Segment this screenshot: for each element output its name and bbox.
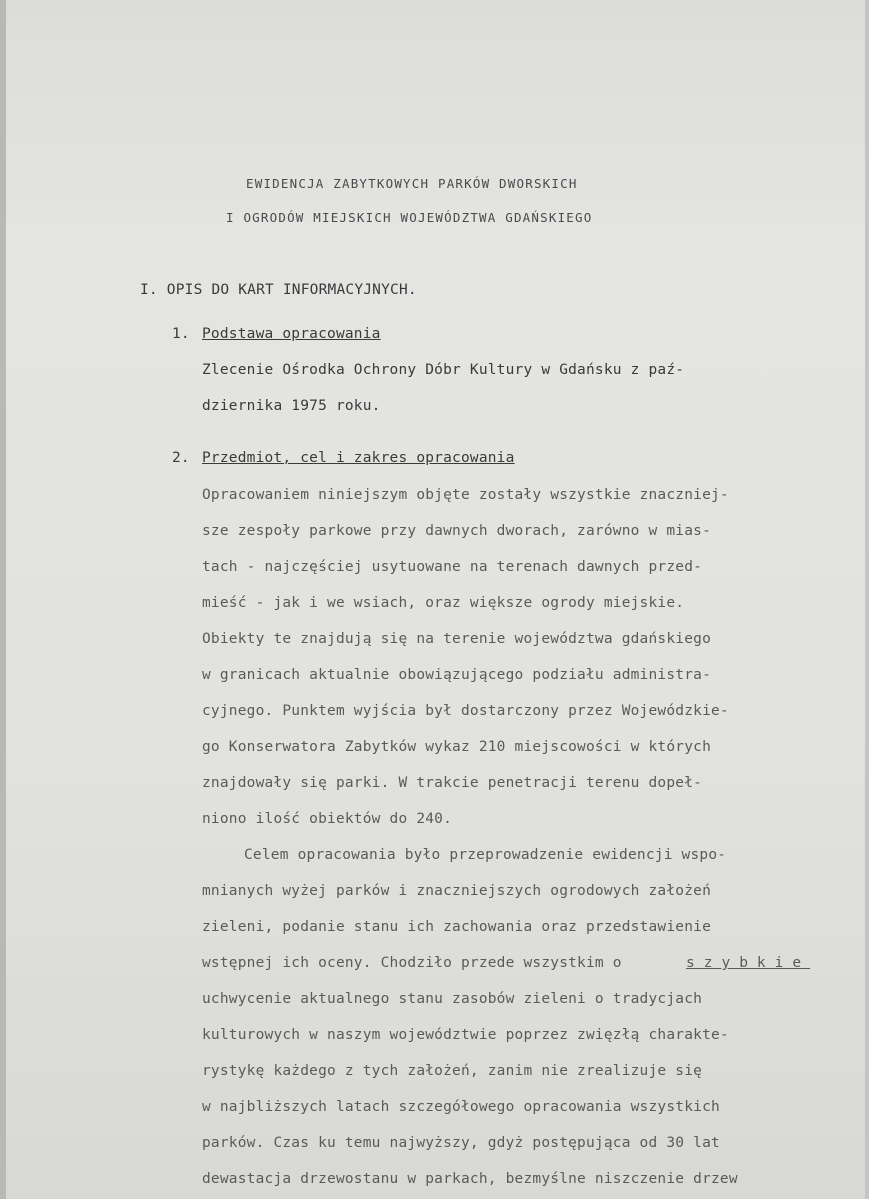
para-2-line-1: Celem opracowania było przeprowadzenie ewidencji wspo- <box>244 847 727 863</box>
item-2-line-7: cyjnego. Punktem wyjścia był dostarczony przez Wojewódzkie- <box>202 703 729 719</box>
item-2-line-1: Opracowaniem niniejszym objęte zostały wszystkie znaczniej- <box>202 487 729 503</box>
item-1-heading: Podstawa opracowania <box>202 326 381 342</box>
para-2-line-10: dewastacja drzewostanu w parkach, bezmyślne niszczenie drzew <box>202 1171 738 1187</box>
para-2-line-5: uchwycenie aktualnego stanu zasobów zieleni o tradycjach <box>202 991 703 1007</box>
para-2-line-6: kulturowych w naszym województwie poprzez zwięzłą charakte- <box>202 1027 729 1043</box>
para-2-line-3: zieleni, podanie stanu ich zachowania oraz przedstawienie <box>202 919 711 935</box>
item-2-line-2: sze zespoły parkowe przy dawnych dworach, zarówno w mias- <box>202 523 711 539</box>
document-title-line-2: I OGRODÓW MIEJSKICH WOJEWÓDZTWA GDAŃSKIEGO <box>226 210 593 225</box>
para-2-line-9: parków. Czas ku temu najwyższy, gdyż postępująca od 30 lat <box>202 1135 720 1151</box>
para-2-line-4: wstępnej ich oceny. Chodziło przede wszystkim o <box>202 955 622 971</box>
item-1-line-1: Zlecenie Ośrodka Ochrony Dóbr Kultury w Gdańsku z paź- <box>202 362 685 378</box>
page-edge-left <box>0 0 6 1199</box>
item-2-line-3: tach - najczęściej usytuowane na terenach dawnych przed- <box>202 559 703 575</box>
para-2-line-8: w najbliższych latach szczegółowego opracowania wszystkich <box>202 1099 720 1115</box>
para-2-line-2: mnianych wyżej parków i znaczniejszych ogrodowych założeń <box>202 883 711 899</box>
item-2-line-8: go Konserwatora Zabytków wykaz 210 miejscowości w których <box>202 739 711 755</box>
item-2-line-9: znajdowały się parki. W trakcie penetracji terenu dopeł- <box>202 775 703 791</box>
item-2-line-5: Obiekty te znajdują się na terenie województwa gdańskiego <box>202 631 711 647</box>
emphasis-word: szybkie <box>686 955 811 971</box>
item-2-line-10: niono ilość obiektów do 240. <box>202 811 453 827</box>
page-edge-right <box>865 0 869 1199</box>
item-2-heading: Przedmiot, cel i zakres opracowania <box>202 450 515 466</box>
section-heading: I. OPIS DO KART INFORMACYJNYCH. <box>140 282 417 298</box>
item-2-number: 2. <box>172 450 190 466</box>
item-1-line-2: dziernika 1975 roku. <box>202 398 381 414</box>
item-1-number: 1. <box>172 326 190 342</box>
para-2-line-7: rystykę każdego z tych założeń, zanim nie zrealizuje się <box>202 1063 703 1079</box>
item-2-line-6: w granicach aktualnie obowiązującego podziału administra- <box>202 667 711 683</box>
item-2-line-4: mieść - jak i we wsiach, oraz większe ogrody miejskie. <box>202 595 685 611</box>
document-title-line-1: EWIDENCJA ZABYTKOWYCH PARKÓW DWORSKICH <box>246 176 578 191</box>
